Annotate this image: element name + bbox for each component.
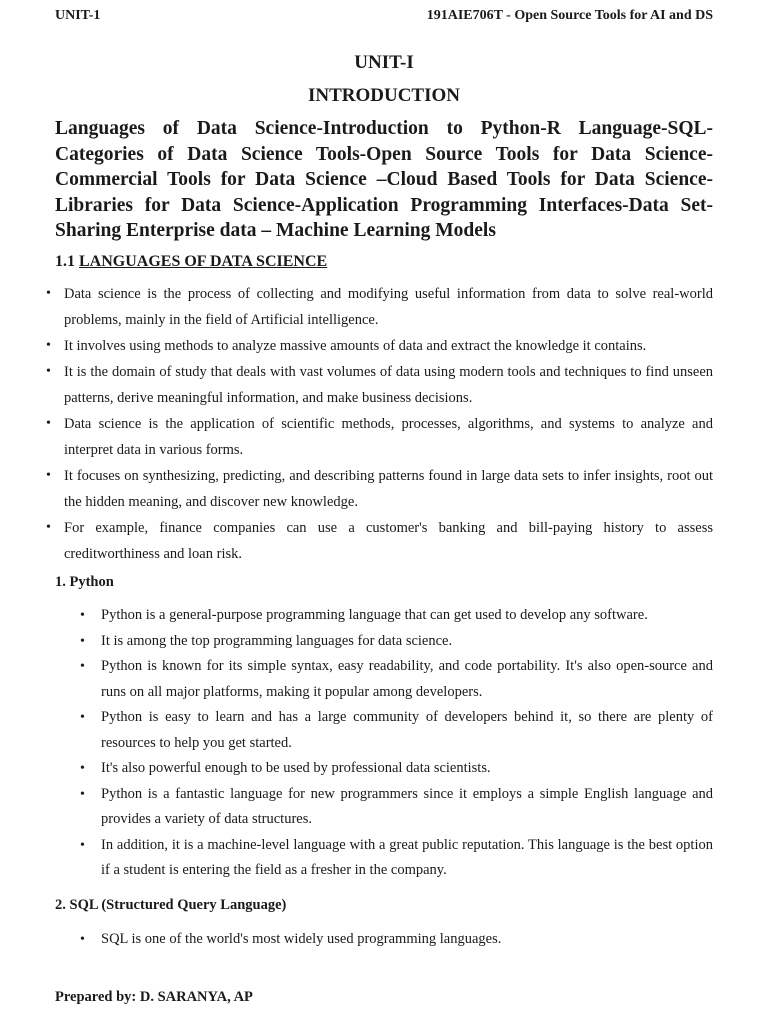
unit-title: UNIT-I	[354, 52, 414, 73]
list-item: • Data science is the application of scientific methods, processes, algorithms, and systems to analyze and interpret data in various forms.	[46, 411, 713, 463]
section-number: 1.1	[55, 253, 79, 270]
section-heading	[55, 253, 327, 271]
list-item: • It is among the top programming languages for data science.	[80, 629, 713, 655]
header-course: 191AIE706T - Open Source Tools for AI and DS	[426, 8, 713, 23]
list-item: • For example, finance companies can use a customer's banking and bill-paying history to assess creditworthiness and loan risk.	[46, 515, 713, 567]
section-title: LANGUAGES OF DATA SCIENCE	[79, 253, 328, 270]
list-item: • Python is a general-purpose programming language that can get used to develop any software.	[80, 603, 713, 629]
list-item: • Python is a fantastic language for new programmers since it employs a simple English language and provides a variety of data structures.	[80, 782, 713, 833]
header-unit: UNIT-1	[55, 8, 101, 23]
list-item: • It involves using methods to analyze massive amounts of data and extract the knowledge it contains.	[46, 333, 713, 359]
intro-title: INTRODUCTION	[307, 85, 461, 106]
data-science-bullets	[46, 281, 713, 567]
sql-heading: 2. SQL (Structured Query Language)	[55, 897, 287, 913]
unit-topics: Languages of Data Science-Introduction to Python-R Language-SQL-Categories of Data Science Tools-Open Source Tools for Data Science-Commercial Tools for Data Science –Cloud Based Tools for Data Science-Libraries for Data Science-Application Programming Interfaces-Data Set- Sharing Enterprise data – Machine Learning Models	[55, 118, 713, 241]
list-item: • It focuses on synthesizing, predicting, and describing patterns found in large data sets to infer insights, root out the hidden meaning, and discover new knowledge.	[46, 463, 713, 515]
list-item: • Python is easy to learn and has a large community of developers behind it, so there are plenty of resources to help you get started.	[80, 705, 713, 756]
list-item: • SQL is one of the world's most widely used programming languages.	[80, 927, 713, 953]
list-item: • It is the domain of study that deals with vast volumes of data using modern tools and techniques to find unseen patterns, derive meaningful information, and make business decisions.	[46, 359, 713, 411]
list-item: • It's also powerful enough to be used by professional data scientists.	[80, 756, 713, 782]
list-item: • In addition, it is a machine-level language with a great public reputation. This language is the best option if a student is entering the field as a fresher in the company.	[80, 833, 713, 884]
list-item: • Data science is the process of collecting and modifying useful information from data to solve real-world problems, mainly in the field of Artificial intelligence.	[46, 281, 713, 333]
list-item: • Python is known for its simple syntax, easy readability, and code portability. It's also open-source and runs on all major platforms, making it popular among developers.	[80, 654, 713, 705]
python-heading: 1. Python	[55, 574, 114, 590]
sql-bullets	[80, 927, 713, 953]
python-bullets	[80, 603, 713, 884]
footer-prepared-by: Prepared by: D. SARANYA, AP	[55, 989, 253, 1005]
